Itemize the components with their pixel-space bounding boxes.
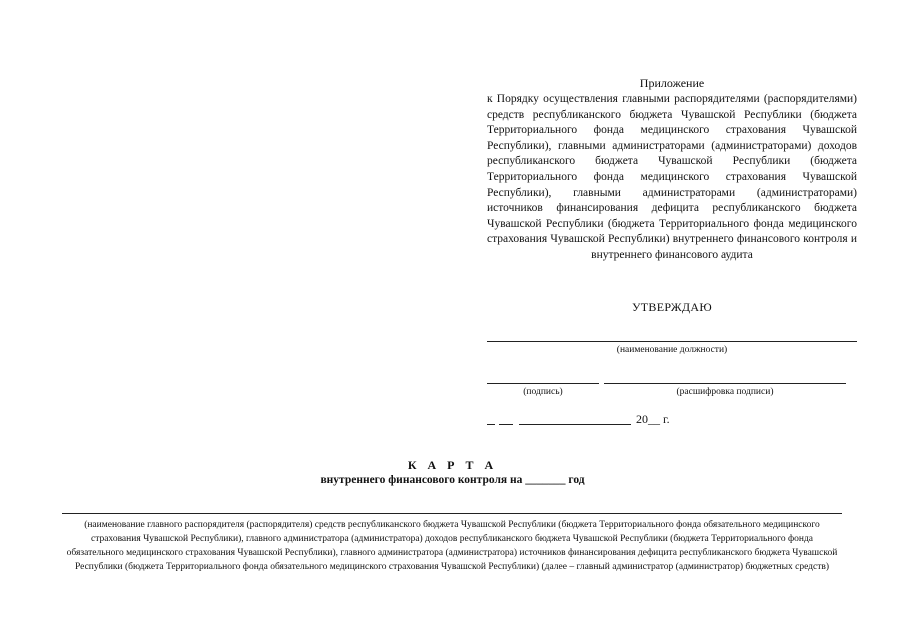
signature-decode-caption: (расшифровка подписи)	[676, 387, 774, 397]
approval-heading: УТВЕРЖДАЮ	[631, 300, 713, 314]
date-day-line-2	[499, 424, 513, 425]
date-month-line	[519, 424, 631, 425]
signature-line	[487, 383, 599, 384]
appendix-title: Приложение	[639, 76, 705, 90]
date-year-text: 20__ г.	[636, 412, 670, 426]
card-title: К А Р Т А	[407, 458, 498, 472]
appendix-text: к Порядку осуществления главными распорядителями (распорядителями) средств республиканского бюджета Чувашской Республики (бюджета Территориального фонда медицинского страхования Чувашской Республики), главными администраторами (администраторами) доходов республиканского бюджета Чувашской Республики (бюджета Территориального фонда медицинского страхования Чувашской Республики), главными администраторами (администраторами) источников финансирования дефицита республиканского бюджета Чувашской Республики (бюджета Территориального фонда медицинского страхования Чувашской Республики) внутреннего финансового контроля и внутреннего финансового аудита	[487, 93, 857, 261]
card-subtitle: внутреннего финансового контроля на _______ год	[320, 474, 585, 486]
position-caption: (наименование должности)	[616, 345, 728, 355]
signature-decode-line	[604, 383, 846, 384]
organization-caption: (наименование главного распорядителя (распорядителя) средств республиканского бюджета Чувашской Республики (бюджета Территориального фонда обязательного медицинского страхования Чувашской Республики), главного администратора (администратора) доходов республиканского бюджета Чувашской Республики (бюджета Территориального фонда обязательного медицинского страхования Чувашской Республики), главного администратора (администратора) источников финансирования дефицита республиканского бюджета Чувашской Республики (бюджета Территориального фонда обязательного медицинского страхования Чувашской Республики) (далее – главный администратор (администратор) бюджетных средств)	[66, 520, 838, 572]
signature-caption: (подпись)	[523, 387, 563, 397]
date-day-line	[487, 424, 495, 425]
position-line	[487, 341, 857, 342]
organization-line	[62, 513, 842, 514]
